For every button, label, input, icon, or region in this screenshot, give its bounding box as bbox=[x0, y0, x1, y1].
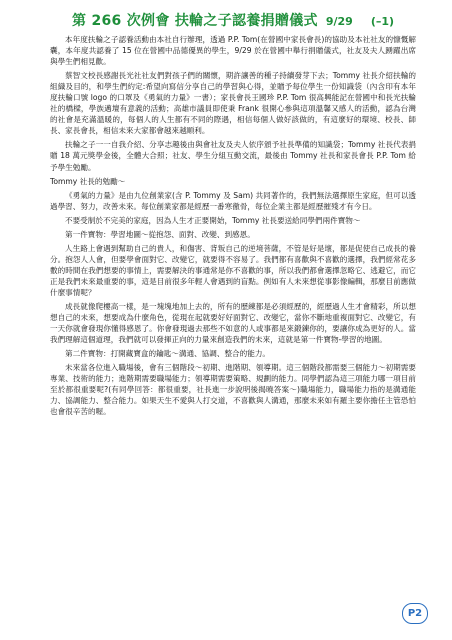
treasure-one-paragraph-1: 人生路上會遇到幫助自己的貴人，和傷害、背叛自己的逆境菩薩，不管是好是壞，都是促使自己成長的養分。抱怨人人會，但要學會面對它、改變它，就要得不容易了。我們都有喜歡與不喜歡的選擇，我們經常花多數的時間在我們想要的事情上，需要解決的事通常是你不喜歡的事，所以我們都會選擇忽略它、逃避它，而它正是我們未來最重要的事，這是目前很多年輕人會遇到的盲點。例如有人未來想從事影像編輯，那麼目前應做什麼事情呢？ bbox=[50, 243, 416, 297]
treasure-two-paragraph-1: 未來當各位進入職場後，會有三個階段～初期、進階期、領導期。這三個階段都需要三個能力～初期需要專業、技術的能力；進階期需要職場能力；領導期需要策略、規劃的能力。同學們認為這三項能力哪一項目前至於都很重要呢?(有同學回答：都很重要，社長進一步說明後揭曉答案～)職場能力，職場能力指的是溝通能力、協調能力、整合能力。如果天生不愛與人打交道，不喜歡與人溝通，那麼未來如有羅主要你擔任主管恐怕也會很辛苦的喔。 bbox=[50, 363, 416, 417]
article-part: (–1) bbox=[370, 15, 395, 28]
paragraph-speeches: 蔡智文校長感謝長光社社友們對孩子們的關懷，期許讓善的種子持續發芽下去；Tommy 社長介紹扶輪的組織及目的，和學生們約定:希望向寫信分享自己的學習與心得，並贈予每位學生一份知識袋（內含印有本年度扶輪口號 logo 的口罩及《勇氣的力量》一書）；家長會長王國珍 P.P. Tom 很高興能記在營國中和長光扶輪社的橋樑，學族邁壇有意義的活動；高雄市議員即使秉 Frank 很開心參與這項溫馨又感人的活動，認為台灣的社會是充滿溫暖的，每個人的人生都有不同的際遇，相信每個人做好該做的，有這麼好的環境、校長、師長、家長會長，相信未來大家都會越來越順利。 bbox=[50, 71, 416, 136]
article-date: 9/29 bbox=[325, 15, 353, 28]
treasure-two-heading: 第二件寶物：打開藏寶盒的鑰匙～溝通、協調、整合的能力。 bbox=[65, 349, 271, 359]
page-number-badge: P2 bbox=[402, 603, 428, 624]
treasure-one-paragraph-2: 成長就像爬樓高一樣，是一塊塊地加上去的，所有的歷練都是必須經歷的，經歷過人生才會精彩，所以想想自己的未來，想要成為什麼角色，從現在起就要好好面對它、改變它，當你不斷地重複面對它、改變它，有一天你就會發現你懂得感恩了。你會發現過去那些不如意的人或事都是來鍛鍊你的，要讓你成為更好的人。當我們理解這個道理，我們就可以發揮正向的力量來創造我們的未來，這就是第一件寶物-學習的地圖。 bbox=[50, 302, 416, 345]
paragraph-treasures: 不要受制於不完美的家庭，因為人生才正要開始，Tommy 社長要送給同學們兩件寶物～ bbox=[65, 215, 361, 225]
newsletter-page bbox=[50, 10, 416, 421]
article-header bbox=[50, 10, 416, 30]
treasure-one-heading: 第一件寶物：學習地圖～從抱怨、面對、改變、到感恩。 bbox=[65, 229, 255, 239]
article-body bbox=[50, 34, 416, 418]
article-title: 第 266 次例會 扶輪之子認養捐贈儀式 bbox=[71, 13, 318, 29]
paragraph-intro: 本年度扶輪之子認養活動由本社自行辦理，透過 P.P. Tom(在營國中家長會長)的協助及本社社友的慷慨解囊，本年度共認養了 15 位在營國中品德優異的學生，9/29 於在營國中舉行捐贈儀式，社友及夫人踴躍出席與學生們相見歡。 bbox=[50, 35, 416, 67]
paragraph-ceremony: 扶輪之子一一自我介紹、分享志趣後由與會社友及夫人依序頒予社長準備的知識袋；Tommy 社長代表捐贈 18 萬元獎學金後，全體大合照；社友、學生分組互動交流，最後由 Tommy 社長和家長會長 P.P. Tom 給予學生勉勵。 bbox=[50, 140, 416, 172]
section-heading: Tommy 社長的勉勵～ bbox=[50, 176, 126, 186]
paragraph-book: 《勇氣的力量》是由九位創業家(含 P. Tommy 及 Sam) 共同著作的，我們無法選擇原生家庭，但可以透過學習、努力，改善未來。每位創業家都是經歷一番寒徹骨，每位企業主都是經歷摧殘才有今日。 bbox=[50, 190, 416, 211]
